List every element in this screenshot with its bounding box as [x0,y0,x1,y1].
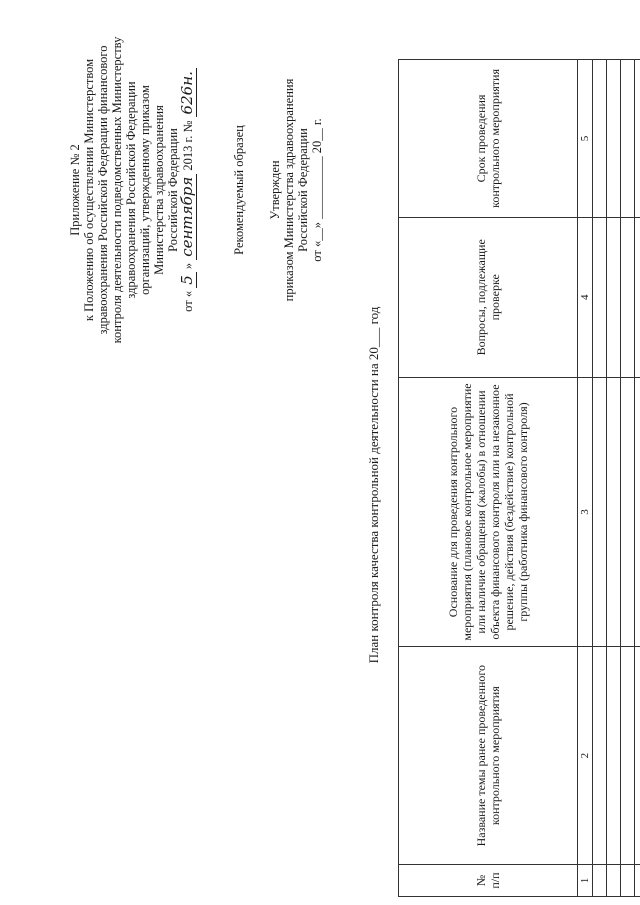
date-year: 2013 г. № [181,120,195,171]
table-numbering-row [578,60,593,897]
appendix-date-line [180,0,195,425]
appendix-line: к Положению об осуществлении Министерством [82,58,96,322]
plan-table [398,59,640,897]
table-cell [593,865,607,897]
table-row [607,60,621,897]
table-cell [607,60,621,218]
table-cell [593,377,607,647]
table-cell [621,377,635,647]
table-cell [607,647,621,865]
table-cell [635,60,640,218]
table-cell [621,60,635,218]
table-cell [593,60,607,218]
table-cell [593,217,607,377]
date-prefix: от « [181,290,195,312]
header-basis: Основание для проведения контрольного мероприятия (плановое контрольное мероприятие или наличие обращения (жалобы) в отношении объекта финансового контроля или на незаконное решение, действия (бездействие) контрольной группы (работника финансового контроля) [399,377,578,647]
appendix-line: здравоохранения Российской Федерации финансового [96,45,110,335]
column-number: 2 [578,647,593,865]
date-mid: » [181,262,195,270]
table-row [593,60,607,897]
table-row [635,60,640,897]
header-deadline: Срок проведения контрольного мероприятия [399,60,578,218]
recommended-sample-label: Рекомендуемый образец [232,125,246,255]
approval-date-line: от «__» __________ 20__ г. [310,118,324,262]
table-cell [635,865,640,897]
plan-title: План контроля качества контрольной деятельности на 20___ год [366,306,381,664]
appendix-line: Российской Федерации [166,128,180,252]
table-row [621,60,635,897]
table-cell [607,865,621,897]
appendix-line: Министерства здравоохранения [152,105,166,275]
table-cell [621,865,635,897]
table-cell [635,647,640,865]
column-number: 3 [578,377,593,647]
appendix-line: Приложение № 2 [68,144,82,236]
appendix-line: здравоохранения Российской Федерации [124,81,138,299]
appendix-header [68,0,195,425]
table-cell [621,217,635,377]
header-number: № п/п [399,865,578,897]
table-cell [607,217,621,377]
table-cell [621,647,635,865]
header-topic: Название темы ранее проведенного контрольного мероприятия [399,647,578,865]
column-number: 1 [578,865,593,897]
handwritten-month: сентября [178,174,197,260]
table-cell [635,377,640,647]
appendix-line: контроля деятельности подведомственных Министерству [110,36,124,344]
approval-block [268,35,324,345]
table-cell [593,647,607,865]
approval-line: приказом Министерства здравоохранения [282,78,296,302]
appendix-line: организаций, утвержденному приказом [138,85,152,295]
approval-line: Утвержден [268,160,282,220]
handwritten-day: 5 [178,272,197,288]
column-number: 5 [578,60,593,218]
approval-line: Российской Федерации [296,128,310,252]
handwritten-order-number: 626н. [178,68,197,117]
table-cell [635,217,640,377]
table-header-row [399,60,578,897]
table-cell [607,377,621,647]
column-number: 4 [578,217,593,377]
header-questions: Вопросы, подлежащие проверке [399,217,578,377]
